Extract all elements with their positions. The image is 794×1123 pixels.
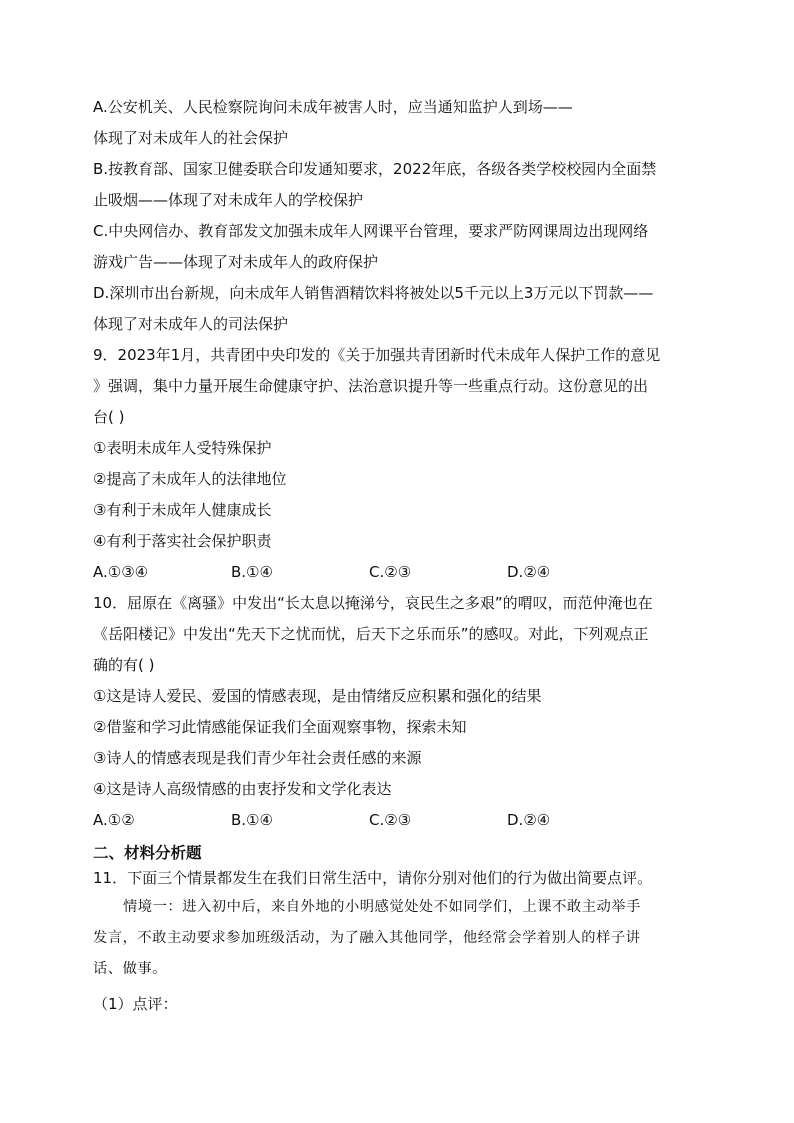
q9-statement-3: ③有利于未成年人健康成长 [93,501,272,519]
q9-choice-a: A.①③④ [93,563,149,581]
q8-option-b-line2: 止吸烟——体现了对未成年人的学校保护 [93,191,364,209]
q9-stem-line2: 》强调，集中力量开展生命健康守护、法治意识提升等一些重点行动。这份意见的出 [93,377,649,395]
question-9 [93,340,709,588]
section-title: 二、材料分析题 [93,844,202,862]
q10-stem-line2: 《岳阳楼记》中发出“先天下之忧而忧，后天下之乐而乐”的感叹。对此，下列观点正 [93,625,649,643]
q11-stem: 11．下面三个情景都发生在我们日常生活中，请你分别对他们的行为做出简要点评。 [93,869,653,887]
q9-statement-4: ④有利于落实社会保护职责 [93,532,272,550]
q10-choice-d: D.②④ [507,811,551,829]
q8-option-a-line1: A.公安机关、人民检察院询问未成年被害人时，应当通知监护人到场—— [93,98,573,116]
q10-choice-a: A.①② [93,811,135,829]
q8-option-d-line1: D.深圳市出台新规，向未成年人销售酒精饮料将被处以5千元以上3万元以下罚款—— [93,284,654,302]
q8-option-d-line2: 体现了对未成年人的司法保护 [93,315,289,333]
q8-option-a-line2: 体现了对未成年人的社会保护 [93,129,289,147]
q10-stem-line3: 确的有( ) [93,656,155,674]
q11-scenario-line1: 情境一：进入初中后，来自外地的小明感觉处处不如同学们，上课不敢主动举手 [123,899,641,915]
exam-page [93,92,709,1020]
q10-stem-line1: 10．屈原在《离骚》中发出“长太息以掩涕兮，哀民生之多艰”的喟叹，而范仲淹也在 [93,594,653,612]
q11-scenario-line2: 发言，不敢主动要求参加班级活动，为了融入其他同学，他经常会学着别人的样子讲 [93,930,641,946]
q10-statement-2: ②借鉴和学习此情感能保证我们全面观察事物，探索未知 [93,718,467,736]
q10-choice-b: B.①④ [231,811,273,829]
q10-choice-c: C.②③ [369,811,412,829]
question-11 [93,865,709,1020]
q9-choice-d: D.②④ [507,563,551,581]
q8-option-c-line1: C.中央网信办、教育部发文加强未成年人网课平台管理，要求严防网课周边出现网络 [93,222,649,240]
q11-scenario-line3: 话、做事。 [93,961,167,977]
q9-statement-2: ②提高了未成年人的法律地位 [93,470,287,488]
q10-statement-3: ③诗人的情感表现是我们青少年社会责任感的来源 [93,749,422,767]
q9-stem-line3: 台( ) [93,408,125,426]
q8-option-c-line2: 游戏广告——体现了对未成年人的政府保护 [93,253,379,271]
q11-sub1-label: （1）点评： [93,995,178,1013]
q10-choices [93,805,709,836]
q9-choice-c: C.②③ [369,563,412,581]
q8-option-b-line1: B.按教育部、国家卫健委联合印发通知要求，2022年底，各级各类学校校园内全面禁 [93,160,657,178]
q8-options [93,92,709,340]
q9-stem-line1: 9．2023年1月，共青团中央印发的《关于加强共青团新时代未成年人保护工作的意见 [93,346,661,364]
q9-statement-1: ①表明未成年人受特殊保护 [93,439,272,457]
question-10 [93,588,709,836]
q10-statement-4: ④这是诗人高级情感的由衷抒发和文学化表达 [93,780,392,798]
q10-statement-1: ①这是诗人爱民、爱国的情感表现，是由情绪反应积累和强化的结果 [93,687,542,705]
q9-choice-b: B.①④ [231,563,273,581]
q9-choices [93,557,709,588]
